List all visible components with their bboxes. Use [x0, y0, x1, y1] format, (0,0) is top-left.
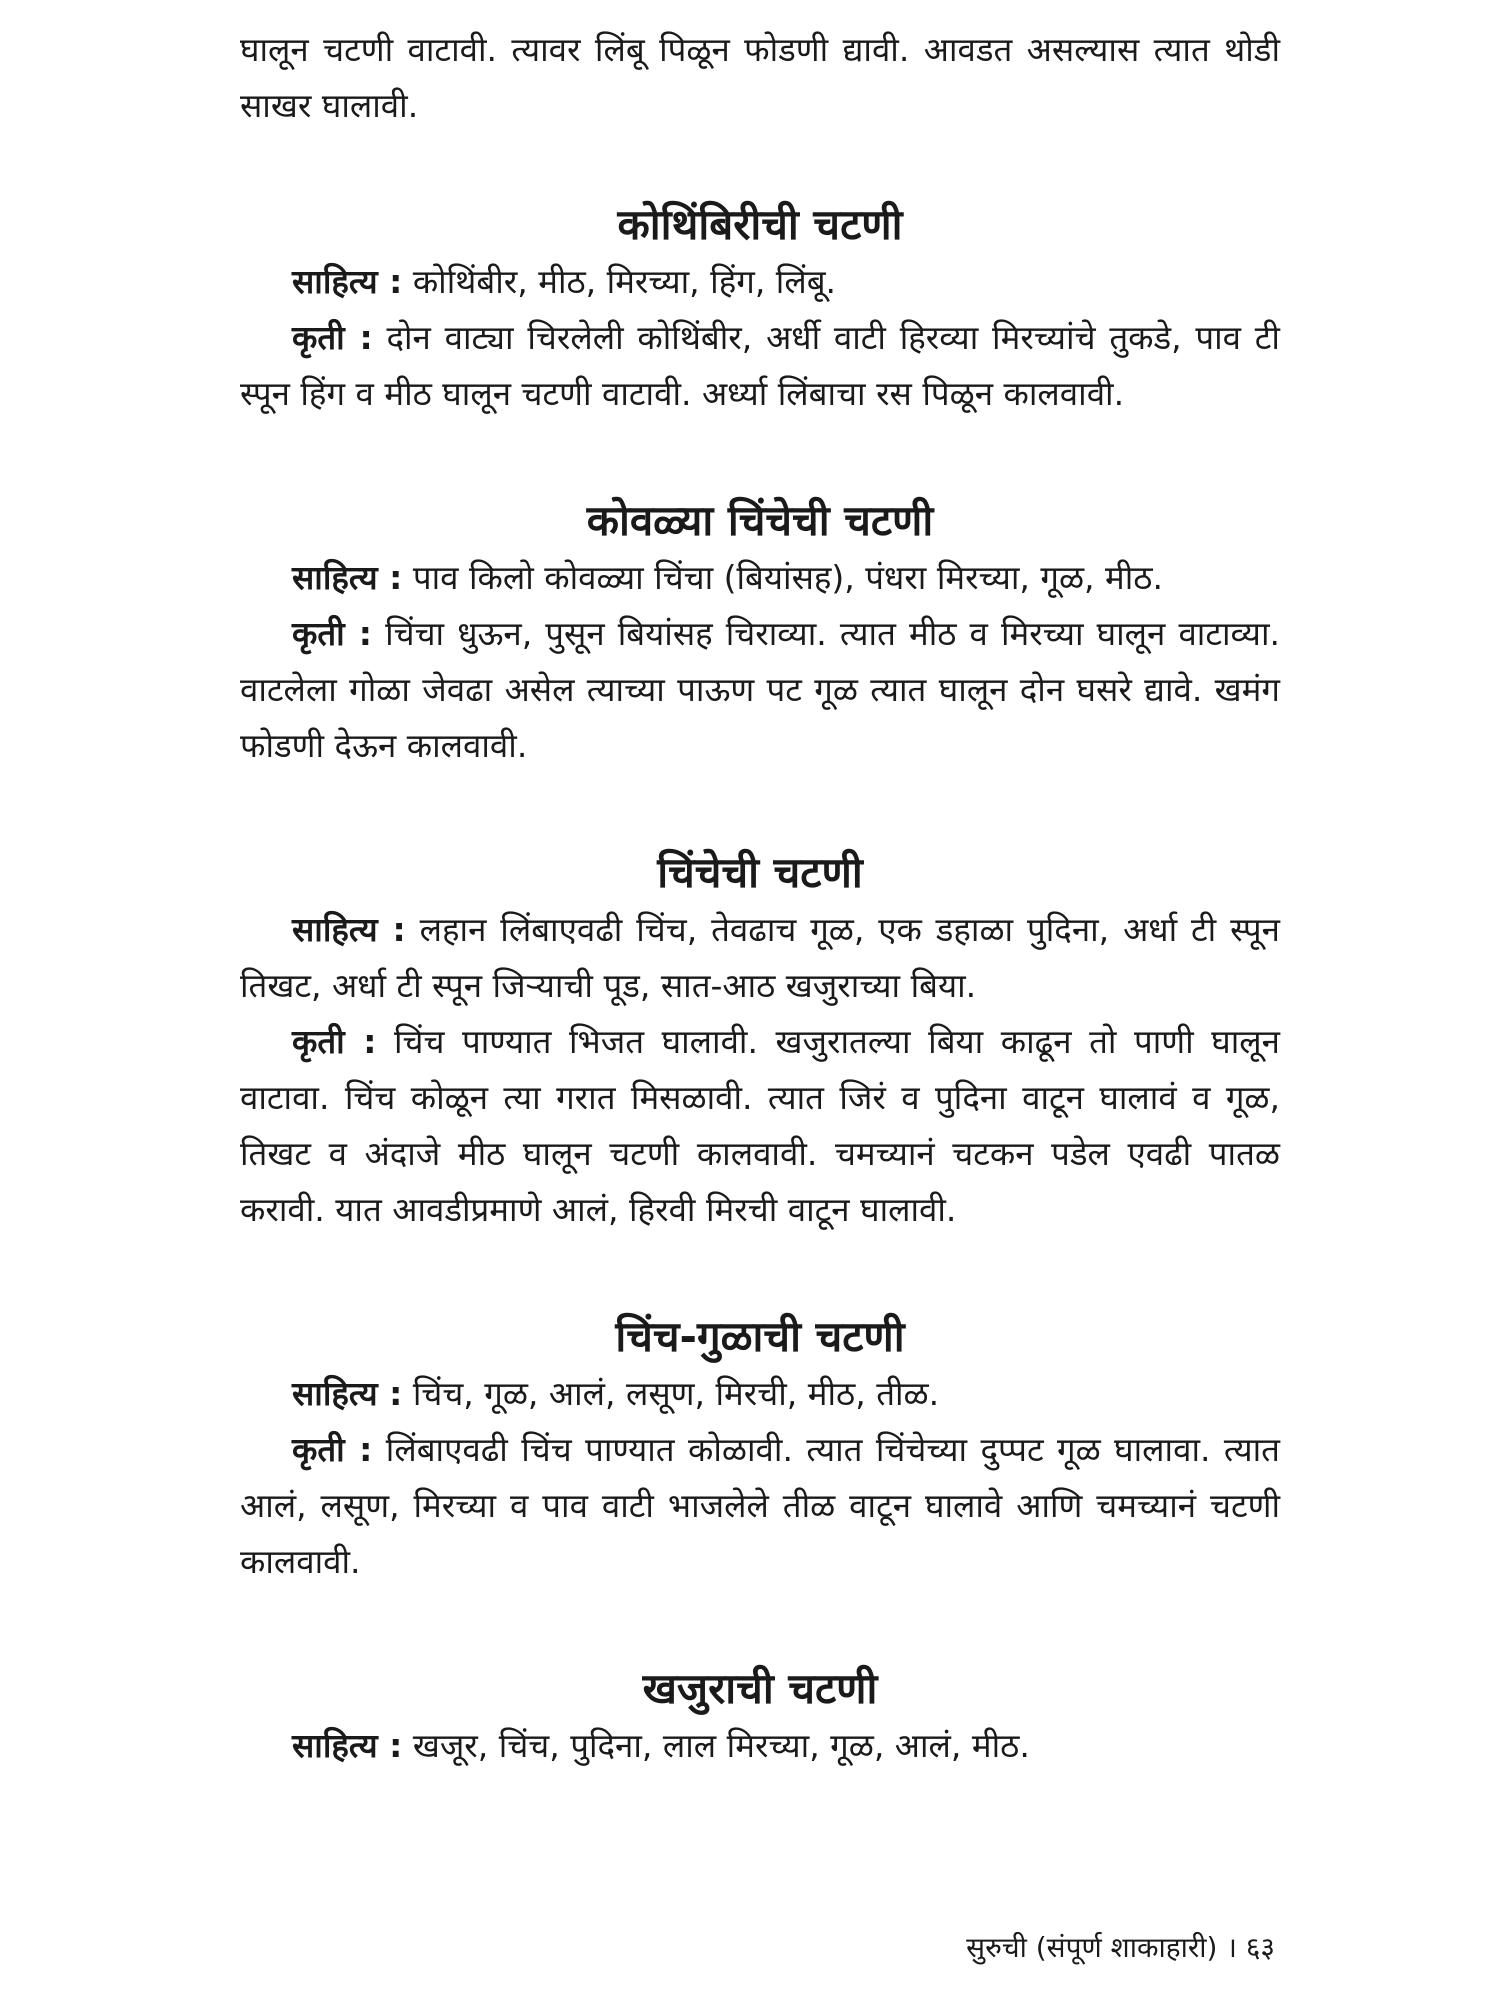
section-gap	[240, 774, 1280, 844]
section-gap	[240, 134, 1280, 196]
ingredients-label: साहित्य :	[292, 558, 403, 597]
page-content	[240, 22, 1280, 1774]
method-label: कृती :	[292, 1430, 373, 1469]
method-text: चिंचा धुऊन, पुसून बियांसह चिराव्या. त्यात मीठ व मिरच्या घालून वाटाव्या. वाटलेला गोळा जेवढा असेल त्याच्या पाऊण पट गूळ त्यात घालून दोन घसरे द्यावे. खमंग फोडणी देऊन कालवावी.	[240, 614, 1280, 765]
method-text: चिंच पाण्यात भिजत घालावी. खजुरातल्या बिया काढून तो पाणी घालून वाटावा. चिंच कोळून त्या गरात मिसळावी. त्यात जिरं व पुदिना वाटून घालावं व गूळ, तिखट व अंदाजे मीठ घालून चटणी कालवावी. चमच्यानं चटकन पडेल एवढी पातळ करावी. यात आवडीप्रमाणे आलं, हिरवी मिरची वाटून घालावी.	[240, 1022, 1280, 1229]
recipe-title: कोथिंबिरीची चटणी	[617, 200, 903, 249]
recipe-title: चिंच-गुळाची चटणी	[615, 1312, 905, 1361]
recipe-ingredients	[240, 1366, 1280, 1422]
recipe-method	[240, 310, 1280, 422]
recipe-kovlya-chinchechi	[240, 492, 1280, 774]
ingredients-text: कोथिंबीर, मीठ, मिरच्या, हिंग, लिंबू.	[412, 262, 837, 301]
recipe-method	[240, 606, 1280, 774]
recipe-method	[240, 1422, 1280, 1590]
recipe-kothimbir	[240, 196, 1280, 422]
recipe-chinch-gulachi	[240, 1308, 1280, 1590]
section-gap	[240, 1590, 1280, 1660]
ingredients-label: साहित्य :	[292, 1374, 403, 1413]
method-text: लिंबाएवढी चिंच पाण्यात कोळावी. त्यात चिंचेच्या दुप्पट गूळ घालावा. त्यात आलं, लसूण, मिरच्या व पाव वाटी भाजलेले तीळ वाटून घालावे आणि चमच्यानं चटणी कालवावी.	[240, 1430, 1280, 1581]
recipe-khajurachi	[240, 1660, 1280, 1774]
ingredients-label: साहित्य :	[292, 910, 406, 949]
recipe-title: कोवळ्या चिंचेची चटणी	[586, 496, 934, 545]
method-label: कृती :	[292, 1022, 377, 1061]
recipe-ingredients	[240, 1718, 1280, 1774]
ingredients-text: चिंच, गूळ, आलं, लसूण, मिरची, मीठ, तीळ.	[412, 1374, 940, 1413]
recipe-title: खजुराची चटणी	[642, 1664, 878, 1713]
recipe-ingredients	[240, 902, 1280, 1014]
method-label: कृती :	[292, 318, 373, 357]
recipe-ingredients	[240, 550, 1280, 606]
intro-paragraph: घालून चटणी वाटावी. त्यावर लिंबू पिळून फोडणी द्यावी. आवडत असल्यास त्यात थोडी साखर घालावी.	[240, 30, 1280, 125]
recipe-ingredients	[240, 254, 1280, 310]
section-gap	[240, 1238, 1280, 1308]
recipe-method	[240, 1014, 1280, 1238]
page-footer: सुरुची (संपूर्ण शाकाहारी) । ६३	[966, 1931, 1275, 1964]
ingredients-text: पाव किलो कोवळ्या चिंचा (बियांसह), पंधरा मिरच्या, गूळ, मीठ.	[412, 558, 1163, 597]
ingredients-text: लहान लिंबाएवढी चिंच, तेवढाच गूळ, एक डहाळा पुदिना, अर्धा टी स्पून तिखट, अर्धा टी स्पून जिऱ्याची पूड, सात-आठ खजुराच्या बिया.	[240, 910, 1280, 1005]
recipe-chinchechi	[240, 844, 1280, 1238]
ingredients-label: साहित्य :	[292, 262, 403, 301]
recipe-title: चिंचेची चटणी	[657, 848, 863, 897]
method-text: दोन वाट्या चिरलेली कोथिंबीर, अर्धी वाटी हिरव्या मिरच्यांचे तुकडे, पाव टी स्पून हिंग व मीठ घालून चटणी वाटावी. अर्ध्या लिंबाचा रस पिळून कालवावी.	[240, 318, 1280, 413]
ingredients-text: खजूर, चिंच, पुदिना, लाल मिरच्या, गूळ, आलं, मीठ.	[412, 1726, 1030, 1765]
ingredients-label: साहित्य :	[292, 1726, 403, 1765]
method-label: कृती :	[292, 614, 372, 653]
section-gap	[240, 422, 1280, 492]
